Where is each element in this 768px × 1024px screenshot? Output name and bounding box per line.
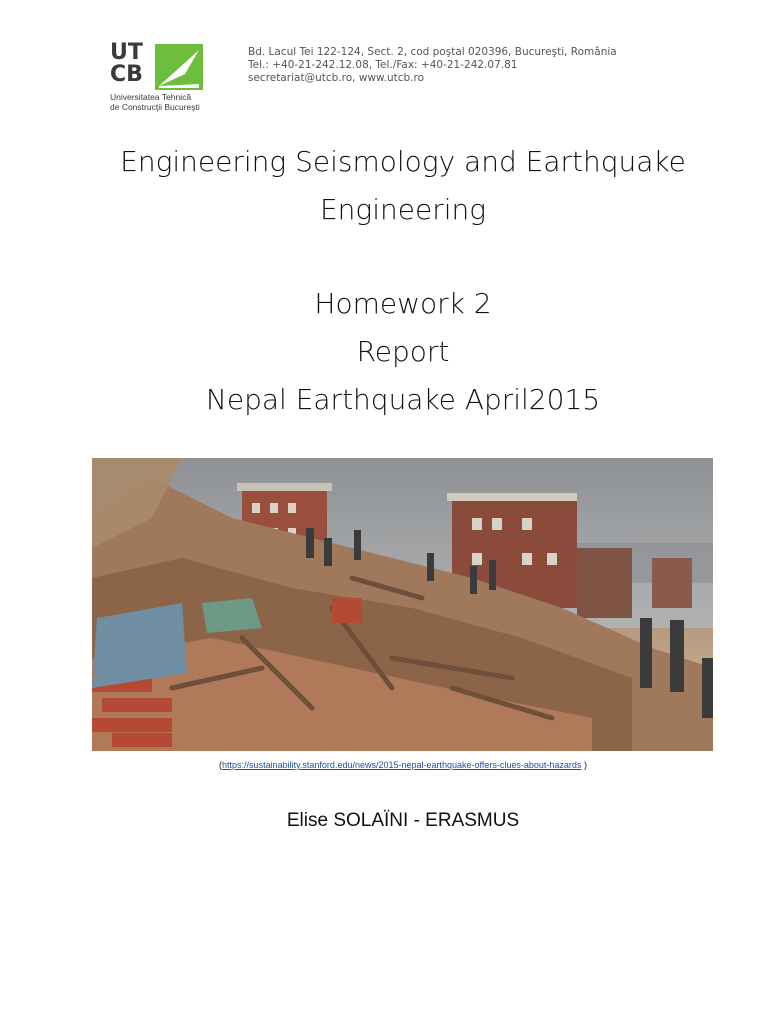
logo-green-mark-icon [155, 44, 203, 90]
university-address: Bd. Lacul Tei 122-124, Sect. 2, cod poştal 020396, Bucureşti, România Tel.: +40-21-242.12.08, Tel./Fax: +40-21-242.07.81 secretariat@utcb.ro, www.utcb.ro [248, 46, 617, 84]
logo-wordmark: UT CB [110, 40, 143, 87]
source-link[interactable]: https://sustainability.stanford.edu/news/2015-nepal-earthquake-offers-clues-about-hazards [222, 760, 582, 770]
title-line: Engineering [319, 193, 487, 226]
author-name: Elise SOLAÏNI - ERASMUS [286, 810, 520, 831]
report-label: Report [356, 335, 450, 368]
letterhead [110, 42, 710, 114]
homework-number: Homework 2 [314, 287, 492, 320]
earthquake-rubble-photo [92, 458, 713, 751]
logo-subtitle: Universitatea Tehnică de Construcţii Bucureşti [110, 92, 200, 112]
document-title [0, 138, 768, 424]
photo-illustration [92, 458, 713, 751]
photo-caption: (https://sustainability.stanford.edu/news/2015-nepal-earthquake-offers-clues-about-hazards ) [219, 760, 587, 770]
title-line: Engineering Seismology and Earthquake [120, 145, 686, 178]
utcb-logo [110, 42, 210, 114]
report-subject: Nepal Earthquake April2015 [205, 383, 601, 416]
